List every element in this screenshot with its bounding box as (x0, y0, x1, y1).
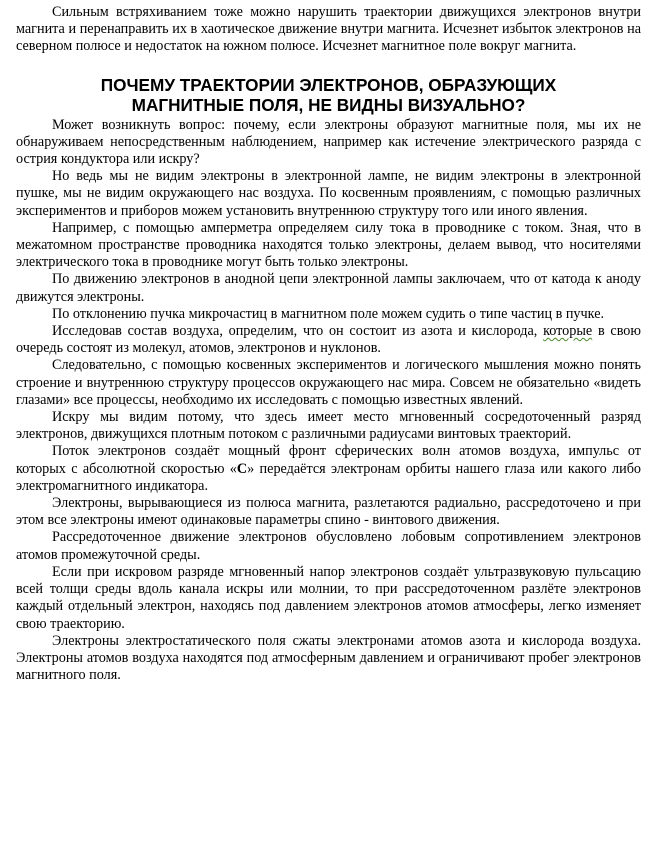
section-heading: ПОЧЕМУ ТРАЕКТОРИИ ЭЛЕКТРОНОВ, ОБРАЗУЮЩИХ МАГНИТНЫЕ ПОЛЯ, НЕ ВИДНЫ ВИЗУАЛЬНО? (100, 74, 557, 115)
paragraph-13: Электроны электростатического поля сжаты электронами атомов азота и кислорода воздуха. Электроны атомов воздуха находятся под атмосферным давлением и ограничивают пробег электронов магнитного поля. (16, 632, 641, 684)
paragraph-6 (16, 323, 641, 357)
paragraph-2: Но ведь мы не видим электроны в электронной лампе, не видим электроны в электронной пушке, мы не видим окружающего нас воздуха. По косвенным проявлениям, с помощью различных экспериментов и приборов можем установить внутреннюю структуру того или иного явления. (16, 168, 641, 219)
intro-paragraph: Сильным встряхиванием тоже можно нарушить траектории движущихся электронов внутри магнита и перенаправить их в хаотическое движение внутри магнита. Исчезнет избыток электронов на северном полюсе и недостаток на южном полюсе. Исчезнет магнитное поле вокруг магнита. (16, 4, 641, 55)
paragraph-6-end: в свою очередь состоят из молекул, атомов, электронов и нуклонов. (16, 323, 641, 357)
paragraph-5: По отклонению пучка микрочастиц в магнитном поле можем судить о типе частиц в пучке. (52, 305, 605, 322)
paragraph-10: Электроны, вырывающиеся из полюса магнита, разлетаются радиально, рассредоточено и при этом все электроны имеют одинаковые параметры спино - винтового движения. (16, 495, 641, 529)
paragraph-6-start: Исследовав состав воздуха, определим, что он состоит из азота и кислорода, (52, 323, 544, 340)
paragraph-9 (16, 443, 641, 495)
spellcheck-flagged-word[interactable]: которые (543, 323, 593, 340)
paragraph-7: Следовательно, с помощью косвенных экспериментов и логического мышления можно понять строение и внутреннюю структуру процессов окружающего нас мира. Совсем не обязательно «видеть глазами» все процессы, необходимо их исследовать с помощью известных явлений. (16, 357, 641, 408)
paragraph-11: Рассредоточенное движение электронов обусловлено лобовым сопротивлением электронов атомов промежуточной среды. (16, 529, 641, 563)
speed-symbol: С (236, 460, 248, 477)
paragraph-9-end: » передаётся электронам орбиты нашего глаза или какого либо электромагнитного индикатора. (16, 460, 642, 494)
paragraph-12: Если при искровом разряде мгновенный напор электронов создаёт ультразвуковую пульсацию всей толщи среды вдоль канала искры или молнии, то при рассредоточенном разлёте электронов каждый отдельный электрон, находясь под давлением электронов атомов атмосферы, легко изменяет свою траекторию. (16, 563, 641, 632)
paragraph-1: Может возникнуть вопрос: почему, если электроны образуют магнитные поля, мы их не обнаруживаем непосредственным наблюдением, например как истечение электрического разряда с острия кондуктора или искру? (16, 116, 641, 168)
paragraph-4: По движению электронов в анодной цепи электронной лампы заключаем, что от катода к аноду движутся электроны. (16, 271, 641, 305)
paragraph-8: Искру мы видим потому, что здесь имеет место мгновенный сосредоточенный разряд электронов, движущихся плотным потоком с различными радиусами винтовых траекторий. (16, 409, 641, 443)
paragraph-9-start: Поток электронов создаёт мощный фронт сферических волн атомов воздуха, импульс от которых с абсолютной скоростью « (16, 443, 641, 477)
paragraph-3: Например, с помощью амперметра определяем силу тока в проводнике с током. Зная, что в межатомном пространстве проводника находятся только электроны, делаем вывод, что носителями электрического тока в проводнике могут быть только электроны. (16, 219, 641, 271)
